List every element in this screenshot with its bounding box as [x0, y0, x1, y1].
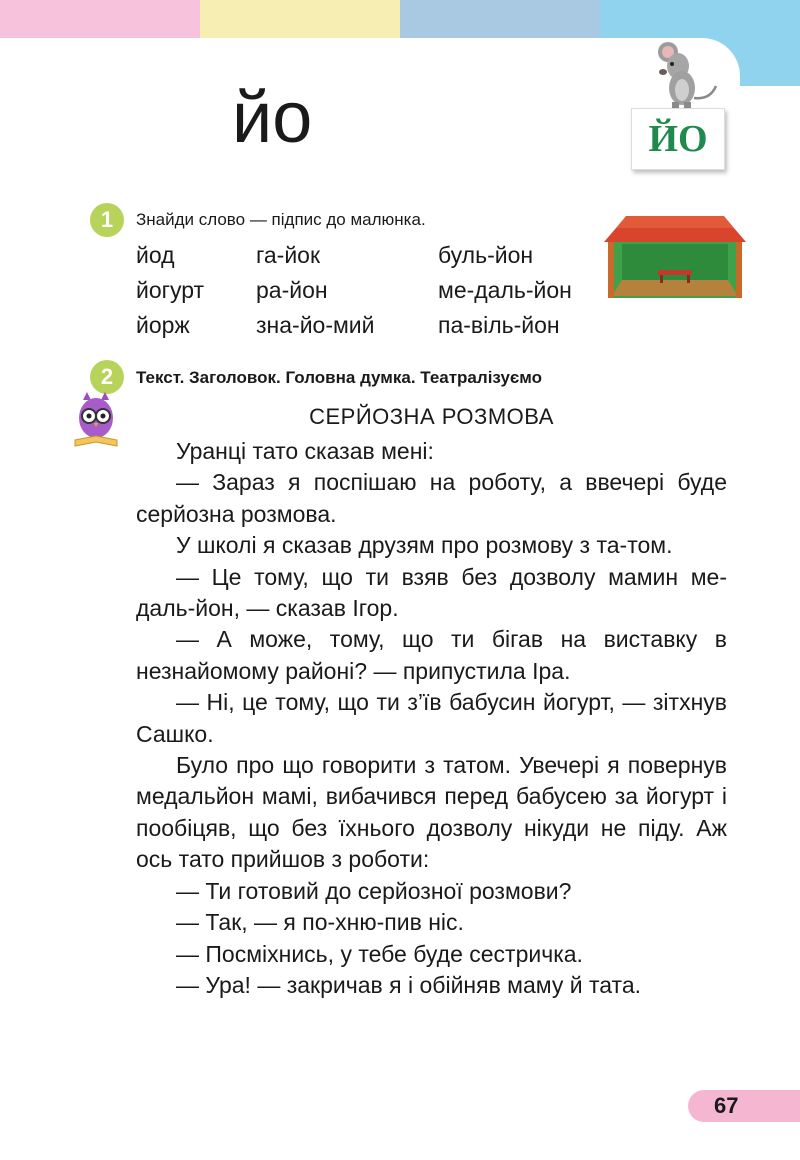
syllable-card-label: ЙО [648, 118, 708, 160]
word: йорж [136, 312, 190, 338]
word-grid [136, 238, 616, 343]
strip-blue [400, 0, 600, 38]
word: йод [136, 242, 175, 268]
page-number-tab [688, 1090, 800, 1122]
task-2-number: 2 [90, 360, 124, 394]
strip-pink [0, 0, 200, 38]
story-paragraph: Було про що говорити з татом. Увечері я повернув медальйон мамі, вибачився перед бабусею за йогурт і пообіцяв, що без їхнього дозволу нікуди не піду. Аж ось тато прийшов з роботи: [136, 752, 727, 873]
task-1-instruction: Знайди слово — підпис до малюнка. [136, 210, 426, 229]
word: па-віль-йон [438, 312, 560, 338]
top-color-strip [0, 0, 800, 38]
story-paragraph: — Так, — я по-хню-пив ніс. [176, 909, 464, 936]
story-paragraph: — Ура! — закричав я і обійняв маму й тата. [176, 971, 641, 998]
word: буль-йон [438, 242, 534, 268]
word-row [136, 308, 616, 343]
page-number: 67 [714, 1093, 739, 1118]
word: зна-йо-мий [256, 312, 375, 338]
pavilion-illustration [604, 208, 746, 300]
task-2-instruction: Текст. Заголовок. Головна думка. Театралізуємо [136, 368, 543, 387]
word: ра-йон [256, 277, 328, 303]
story-title: СЕРЙОЗНА РОЗМОВА [309, 404, 554, 429]
story-paragraph: — Це тому, що ти взяв без дозволу мамин ме-даль-йон, — сказав Ігор. [136, 563, 727, 622]
word: йогурт [136, 277, 205, 303]
owl-reading-icon [73, 390, 119, 452]
word: га-йок [256, 242, 321, 268]
story-paragraph: — Ні, це тому, що ти з’їв бабусин йогурт, — зітхнув Сашко. [136, 689, 727, 747]
page-title-syllable: йо [232, 78, 313, 158]
word: ме-даль-йон [438, 277, 572, 303]
story-paragraph: Уранці тато сказав мені: [176, 438, 434, 464]
story-paragraph: — Зараз я поспішаю на роботу, а ввечері буде серйозна розмова. [136, 469, 727, 527]
word-row [136, 273, 616, 308]
story-paragraph: — Посміхнись, у тебе буде сестричка. [176, 940, 583, 967]
story-paragraph: — Ти готовий до серйозної розмови? [176, 877, 572, 904]
strip-yellow [200, 0, 400, 38]
word-row [136, 238, 616, 273]
story-text [136, 436, 727, 1001]
story-paragraph: — А може, тому, що ти бігав на виставку в незнайомому районі? — припустила Іра. [136, 626, 727, 684]
syllable-card [631, 108, 725, 170]
strip-cyan [600, 0, 800, 38]
story-paragraph: У школі я сказав друзям про розмову з та-том. [176, 532, 673, 559]
mouse-icon [644, 40, 724, 112]
task-1-number: 1 [90, 203, 124, 237]
